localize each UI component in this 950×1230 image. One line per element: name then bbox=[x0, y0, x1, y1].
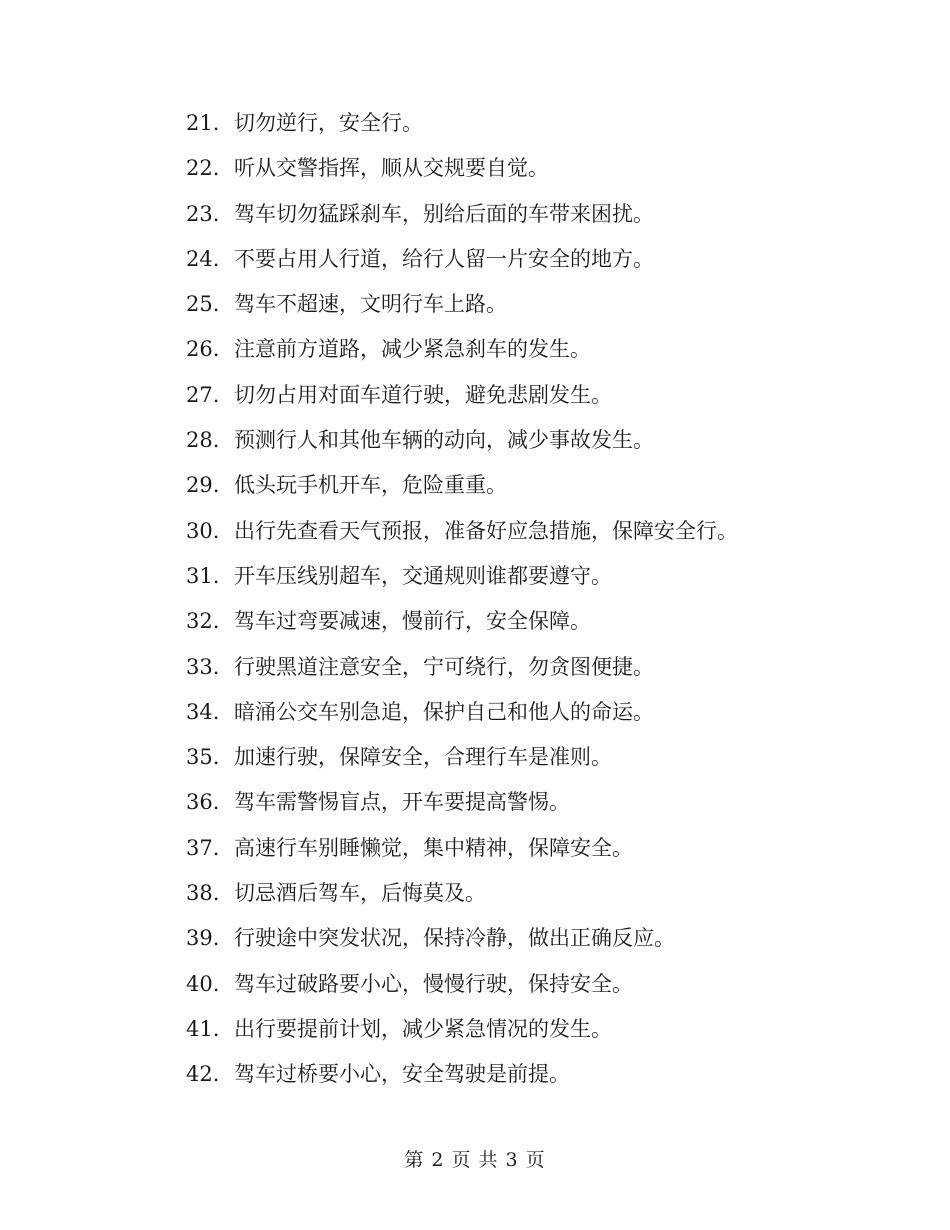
page-number-label: 第 2 页 共 3 页 bbox=[404, 1149, 546, 1171]
item-number: 42. bbox=[186, 1062, 220, 1087]
slogan-list bbox=[186, 104, 926, 1101]
item-text: 驾车切勿猛踩刹车，别给后面的车带来困扰。 bbox=[234, 201, 654, 226]
item-number: 32. bbox=[186, 609, 220, 634]
item-text: 驾车过桥要小心，安全驾驶是前提。 bbox=[234, 1062, 570, 1087]
list-item bbox=[186, 783, 926, 828]
list-item bbox=[186, 965, 926, 1010]
item-number: 24. bbox=[186, 246, 220, 271]
list-item bbox=[186, 693, 926, 738]
list-item bbox=[186, 149, 926, 194]
list-item bbox=[186, 285, 926, 330]
item-number: 36. bbox=[186, 790, 220, 815]
item-text: 出行要提前计划，减少紧急情况的发生。 bbox=[234, 1016, 612, 1041]
item-text: 不要占用人行道，给行人留一片安全的地方。 bbox=[234, 246, 654, 271]
item-number: 33. bbox=[186, 654, 220, 679]
item-text: 低头玩手机开车，危险重重。 bbox=[234, 473, 507, 498]
item-number: 37. bbox=[186, 835, 220, 860]
list-item bbox=[186, 738, 926, 783]
item-number: 25. bbox=[186, 292, 220, 317]
item-number: 28. bbox=[186, 428, 220, 453]
list-item bbox=[186, 466, 926, 511]
item-number: 21. bbox=[186, 111, 220, 135]
item-text: 暗涌公交车别急追，保护自己和他人的命运。 bbox=[234, 699, 654, 724]
list-item bbox=[186, 1010, 926, 1055]
item-text: 出行先查看天气预报，准备好应急措施，保障安全行。 bbox=[234, 518, 738, 543]
list-item bbox=[186, 874, 926, 919]
item-number: 22. bbox=[186, 156, 220, 181]
item-number: 27. bbox=[186, 382, 220, 407]
item-number: 29. bbox=[186, 473, 220, 498]
item-number: 41. bbox=[186, 1016, 220, 1041]
list-item bbox=[186, 195, 926, 240]
list-item bbox=[186, 829, 926, 874]
list-item bbox=[186, 240, 926, 285]
item-text: 加速行驶，保障安全，合理行车是准则。 bbox=[234, 745, 612, 770]
list-item bbox=[186, 104, 926, 149]
list-item bbox=[186, 557, 926, 602]
list-item bbox=[186, 376, 926, 421]
list-item bbox=[186, 1055, 926, 1100]
list-item bbox=[186, 421, 926, 466]
item-text: 切忌酒后驾车，后悔莫及。 bbox=[234, 881, 486, 906]
item-text: 注意前方道路，减少紧急刹车的发生。 bbox=[234, 337, 591, 362]
item-text: 驾车需警惕盲点，开车要提高警惕。 bbox=[234, 790, 570, 815]
item-text: 开车压线别超车，交通规则谁都要遵守。 bbox=[234, 563, 612, 588]
list-item bbox=[186, 919, 926, 964]
item-number: 34. bbox=[186, 699, 220, 724]
item-text: 听从交警指挥，顺从交规要自觉。 bbox=[234, 156, 549, 181]
item-text: 切勿逆行，安全行。 bbox=[234, 111, 423, 135]
item-number: 30. bbox=[186, 518, 220, 543]
item-text: 行驶黑道注意安全，宁可绕行，勿贪图便捷。 bbox=[234, 654, 654, 679]
list-item bbox=[186, 330, 926, 375]
page-footer bbox=[0, 1146, 950, 1174]
item-text: 高速行车别睡懒觉，集中精神，保障安全。 bbox=[234, 835, 633, 860]
item-number: 39. bbox=[186, 926, 220, 951]
item-number: 31. bbox=[186, 563, 220, 588]
item-number: 26. bbox=[186, 337, 220, 362]
item-number: 38. bbox=[186, 881, 220, 906]
list-item bbox=[186, 602, 926, 647]
list-item bbox=[186, 512, 926, 557]
item-text: 驾车不超速，文明行车上路。 bbox=[234, 292, 507, 317]
item-text: 预测行人和其他车辆的动向，减少事故发生。 bbox=[234, 428, 654, 453]
list-item bbox=[186, 648, 926, 693]
item-text: 驾车过破路要小心，慢慢行驶，保持安全。 bbox=[234, 971, 633, 996]
item-text: 驾车过弯要减速，慢前行，安全保障。 bbox=[234, 609, 591, 634]
item-text: 行驶途中突发状况，保持冷静，做出正确反应。 bbox=[234, 926, 675, 951]
item-number: 23. bbox=[186, 201, 220, 226]
item-text: 切勿占用对面车道行驶，避免悲剧发生。 bbox=[234, 382, 612, 407]
item-number: 35. bbox=[186, 745, 220, 770]
item-number: 40. bbox=[186, 971, 220, 996]
